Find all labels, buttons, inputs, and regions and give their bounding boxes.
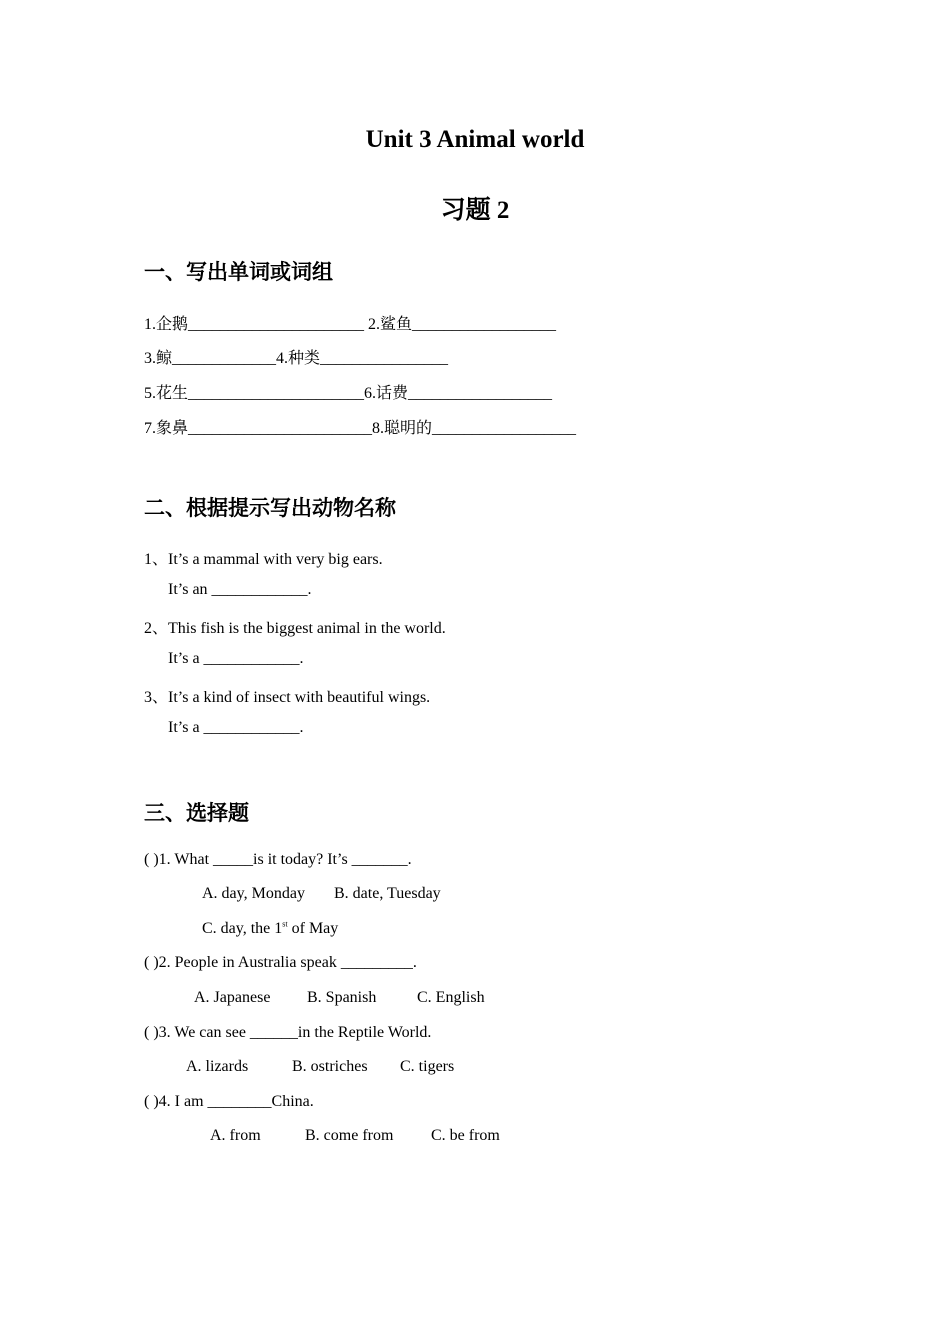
mc-question-2: ( )2. People in Australia speak _________.	[144, 954, 417, 971]
riddle-answer: It’s a ____________.	[168, 719, 304, 736]
mc-question-3: ( )3. We can see ______in the Reptile World.	[144, 1024, 432, 1041]
mc-option: B. Spanish	[307, 989, 377, 1006]
vocab-row: 1.企鹅______________________ 2.鲨鱼__________________	[144, 316, 557, 333]
section-1-heading: 一、写出单词或词组	[144, 260, 333, 284]
vocab-row: 5.花生______________________6.话费__________________	[144, 385, 553, 402]
mc-question-4: ( )4. I am ________China.	[144, 1093, 314, 1110]
mc-option: A. lizards	[186, 1058, 249, 1075]
mc-option: A. day, Monday	[202, 885, 305, 902]
vocab-row: 7.象鼻_______________________8.聪明的__________________	[144, 420, 577, 437]
riddle-question: 3、It’s a kind of insect with beautiful wings.	[144, 689, 431, 706]
mc-question-1: ( )1. What _____is it today? It’s _______.	[144, 851, 412, 868]
mc-option: B. date, Tuesday	[334, 885, 441, 902]
riddle-answer: It’s an ____________.	[168, 581, 312, 598]
mc-option: B. ostriches	[292, 1058, 368, 1075]
page-subtitle: 习题 2	[440, 197, 510, 224]
riddle-answer: It’s a ____________.	[168, 650, 304, 667]
vocab-row: 3.鲸_____________4.种类________________	[144, 350, 449, 367]
mc-option: C. tigers	[400, 1058, 455, 1075]
mc-option: C. be from	[431, 1127, 500, 1144]
mc-option: B. come from	[305, 1127, 394, 1144]
mc-option: C. English	[417, 989, 485, 1006]
page-title: Unit 3 Animal world	[365, 126, 585, 153]
ordinal-superscript: st	[282, 919, 288, 929]
riddle-question: 2、This fish is the biggest animal in the world.	[144, 620, 446, 637]
mc-option: C. day, the 1st of May	[202, 919, 339, 937]
mc-option: A. from	[210, 1127, 261, 1144]
section-3-heading: 三、选择题	[144, 801, 249, 825]
section-2-heading: 二、根据提示写出动物名称	[144, 496, 396, 520]
riddle-question: 1、It’s a mammal with very big ears.	[144, 551, 383, 568]
mc-option: A. Japanese	[194, 989, 271, 1006]
